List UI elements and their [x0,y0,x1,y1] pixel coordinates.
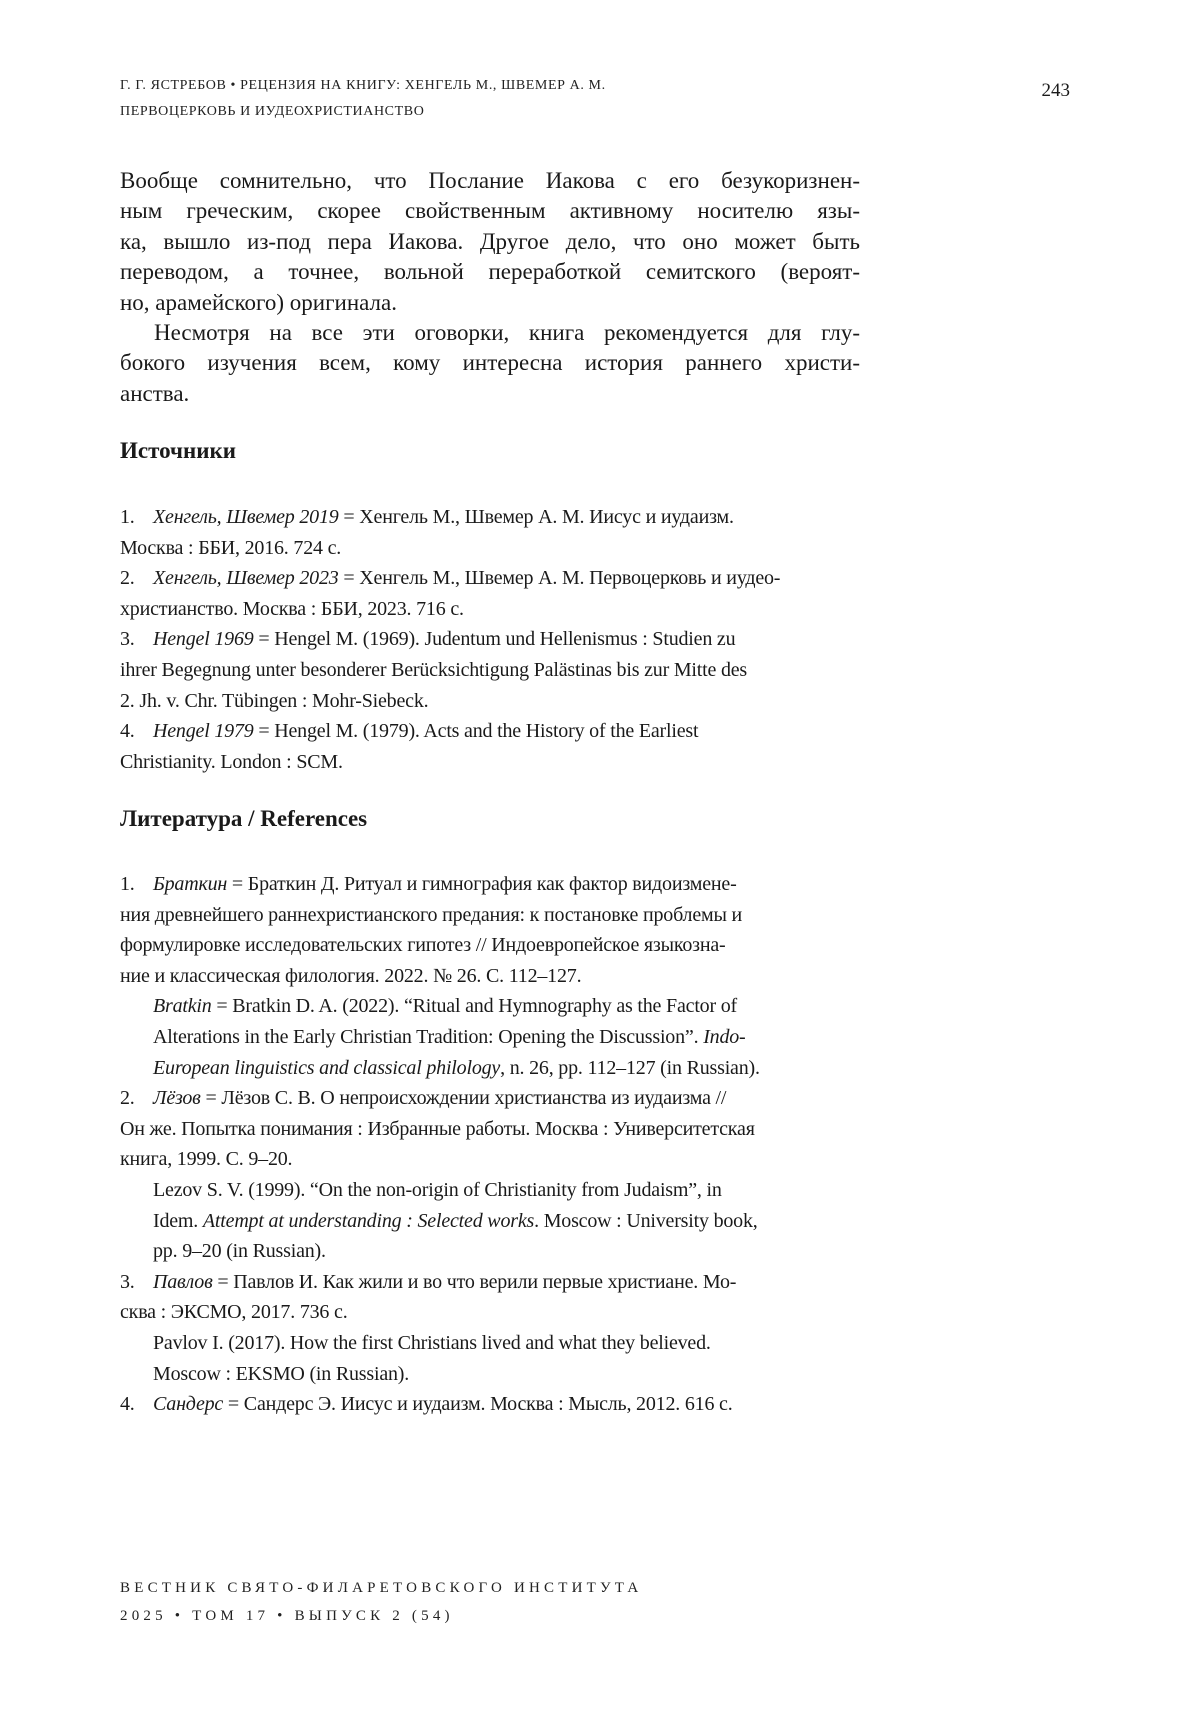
page-number: 243 [1041,80,1070,101]
reference-line [120,1114,880,1145]
reference-line [120,533,880,564]
reference-line [120,930,880,961]
reference-italic: European linguistics and classical philology [153,1056,501,1079]
reference-text: . Moscow : University book, [534,1209,758,1232]
reference-text: = Браткин Д. Ритуал и гимнография как фактор видоизмене- [227,873,737,895]
reference-text: = Лёзов С. В. О непроисхождении христианства из иудаизма // [200,1087,727,1110]
reference-text: = Bratkin D. A. (2022). “Ritual and Hymnography as the Factor of [211,995,737,1018]
body-line: Вообще сомнительно, что Послание Иакова с его безукоризнен- [120,168,860,193]
reference-text: Alterations in the Early Christian Tradition: Opening the Discussion”. [153,1025,704,1048]
footer-journal: ВЕСТНИК СВЯТО-ФИЛАРЕТОВСКОГО ИНСТИТУТА [120,1580,643,1596]
reference-italic: Indo- [703,1025,746,1048]
reference-number: 1. [120,506,135,528]
reference-italic: Attempt at understanding : Selected works [202,1209,535,1232]
reference-line [120,1144,880,1175]
reference-line [120,1236,880,1267]
reference-number: 2. [120,1087,135,1110]
reference-line [120,1359,880,1390]
reference-line [120,686,880,717]
references-list [120,869,880,1420]
reference-line [120,1206,880,1237]
reference-text: = Сандерс Э. Иисус и иудаизм. Москва : Мысль, 2012. 616 с. [223,1393,733,1416]
reference-text: = Hengel M. (1969). Judentum und Hellenismus : Studien zu [253,628,736,651]
sources-heading: Источники [120,438,236,463]
reference-line [120,563,880,594]
reference-number: 3. [120,1270,135,1293]
reference-text: 2. Jh. v. Chr. Tübingen : Mohr-Siebeck. [120,689,429,712]
reference-line [120,991,880,1022]
reference-text: Он же. Попытка понимания : Избранные работы. Москва : Университетская [120,1117,755,1140]
reference-italic: Сандерс [153,1393,224,1416]
reference-text: = Хенгель М., Швемер А. М. Иисус и иудаизм. [338,506,734,528]
reference-italic: Hengel 1969 [153,628,254,651]
reference-text: Москва : ББИ, 2016. 724 с. [120,536,342,559]
running-header-line2: ПЕРВОЦЕРКОВЬ И ИУДЕОХРИСТИАНСТВО [120,104,425,119]
reference-text: ihrer Begegnung unter besonderer Berücksichtigung Palästinas bis zur Mitte des [120,658,748,681]
reference-text: pp. 9–20 (in Russian). [153,1240,326,1263]
reference-line [120,655,880,686]
reference-number: 4. [120,720,135,743]
reference-line [120,900,880,931]
reference-line [120,716,880,747]
reference-italic: Лёзов [153,1087,201,1110]
reference-italic: Браткин [153,873,228,895]
references-heading: Литература / References [120,806,368,831]
body-line: бокого изучения всем, кому интересна история раннего христи- [120,350,860,376]
reference-text: = Павлов И. Как жили и во что верили первые христиане. Мо- [212,1270,737,1293]
reference-text: ния древнейшего раннехристианского предания: к постановке проблемы и [120,903,743,926]
reference-text: , n. 26, pp. 112–127 (in Russian). [500,1056,760,1079]
reference-text: Lezov S. V. (1999). “On the non-origin of Christianity from Judaism”, in [153,1178,722,1201]
reference-italic: Хенгель, Швемер 2019 [153,506,339,528]
reference-number: 4. [120,1393,135,1416]
reference-line [120,594,880,625]
reference-line [120,1389,880,1420]
reference-text: Moscow : EKSMO (in Russian). [153,1362,410,1385]
reference-text: Christianity. London : SCM. [120,750,343,773]
reference-text: = Хенгель М., Швемер А. М. Первоцерковь и иудео- [338,567,781,590]
reference-line [120,1022,880,1053]
body-line: переводом, а точнее, вольной переработкой семитского (вероят- [120,259,860,285]
reference-text: Pavlov I. (2017). How the first Christians lived and what they believed. [153,1331,711,1354]
reference-line [120,624,880,655]
reference-line [120,502,880,533]
reference-line [120,1297,880,1328]
body-line: анства. [120,380,190,406]
reference-number: 2. [120,567,135,590]
reference-italic: Павлов [153,1270,213,1293]
reference-text: формулировке исследовательских гипотез // Индоевропейское языкозна- [120,934,726,957]
reference-line [120,1328,880,1359]
reference-line [120,1083,880,1114]
body-line: но, арамейского) оригинала. [120,289,397,315]
footer-issue: 2025 • ТОМ 17 • ВЫПУСК 2 (54) [120,1608,454,1624]
reference-italic: Bratkin [153,995,212,1018]
reference-text: Idem. [153,1209,203,1232]
reference-line [120,1175,880,1206]
reference-italic: Hengel 1979 [153,720,254,743]
reference-text: сква : ЭКСМО, 2017. 736 с. [120,1301,348,1324]
reference-number: 3. [120,628,135,651]
reference-line [120,961,880,992]
body-line: ка, вышло из-под пера Иакова. Другое дело, что оно может быть [120,228,860,254]
body-line: Несмотря на все эти оговорки, книга рекомендуется для глу- [154,319,860,345]
reference-text: книга, 1999. С. 9–20. [120,1148,293,1171]
body-text [120,166,860,409]
reference-line [120,1053,880,1084]
reference-line [120,869,880,900]
reference-line [120,1267,880,1298]
body-line: ным греческим, скорее свойственным активному носителю язы- [120,198,860,224]
reference-number: 1. [120,873,135,895]
reference-text: христианство. Москва : ББИ, 2023. 716 с. [120,597,464,620]
reference-italic: Хенгель, Швемер 2023 [153,567,339,590]
reference-line [120,747,880,778]
reference-text: = Hengel M. (1979). Acts and the History of the Earliest [253,720,699,743]
running-header-line1: Г. Г. ЯСТРЕБОВ • РЕЦЕНЗИЯ НА КНИГУ: ХЕНГЕЛЬ М., ШВЕМЕР А. М. [120,78,606,93]
reference-text: ние и классическая филология. 2022. № 26. С. 112–127. [120,964,582,987]
sources-list [120,502,880,777]
